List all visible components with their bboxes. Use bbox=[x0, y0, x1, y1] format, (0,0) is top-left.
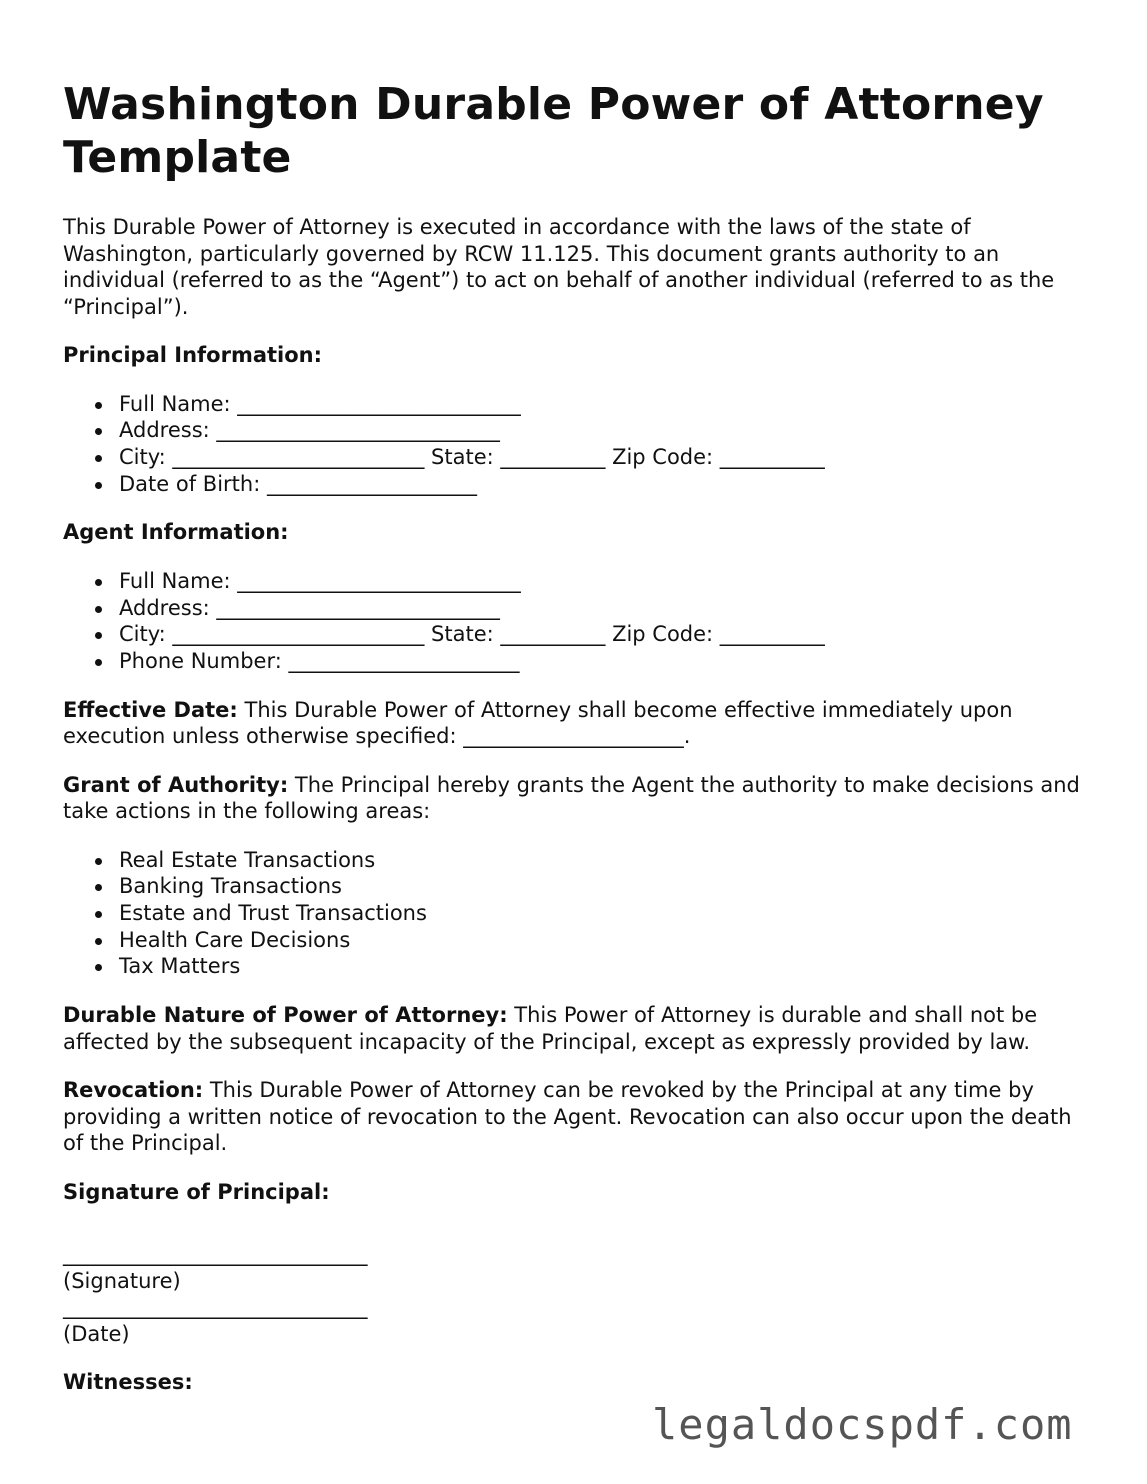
signature-label: (Signature) bbox=[63, 1268, 181, 1293]
durable-paragraph bbox=[63, 1002, 1093, 1055]
list-item: Tax Matters bbox=[119, 953, 1093, 980]
effective-date-text: This Durable Power of Attorney shall become effective immediately upon execution unless otherwise specified: _____________________. bbox=[63, 697, 1013, 749]
grant-text: The Principal hereby grants the Agent the authority to make decisions and take actions in the following areas: bbox=[63, 772, 1080, 824]
agent-heading: Agent Information: bbox=[63, 520, 289, 545]
list-item: Health Care Decisions bbox=[119, 927, 1093, 954]
durable-label: Durable Nature of Power of Attorney: bbox=[63, 1003, 508, 1028]
effective-date-paragraph bbox=[63, 697, 1093, 750]
agent-fields-list bbox=[63, 568, 1093, 675]
grant-paragraph bbox=[63, 772, 1093, 825]
signature-block bbox=[63, 1241, 1093, 1347]
revocation-text: This Durable Power of Attorney can be revoked by the Principal at any time by providing a written notice of revocation to the Agent. Revocation can also occur upon the death of the Principal. bbox=[63, 1078, 1072, 1156]
agent-address-field: Address: ___________________________ bbox=[119, 595, 1093, 622]
page-title: Washington Durable Power of Attorney Template bbox=[63, 79, 1044, 183]
agent-full-name-field: Full Name: ___________________________ bbox=[119, 568, 1093, 595]
principal-fields-list bbox=[63, 391, 1093, 498]
intro-paragraph: This Durable Power of Attorney is executed in accordance with the laws of the state of Washington, particularly governed by RCW 11.125. This document grants authority to an individual (referred to as the “Agent”) to act on behalf of another individual (referred to as the “Principal”). bbox=[63, 215, 1055, 319]
durable-text: This Power of Attorney is durable and shall not be affected by the subsequent incapacity of the Principal, except as expressly provided by law. bbox=[63, 1003, 1038, 1054]
grant-areas-list bbox=[63, 847, 1093, 981]
list-item: Banking Transactions bbox=[119, 873, 1093, 900]
grant-label: Grant of Authority: bbox=[63, 772, 289, 797]
principal-address-field: Address: ___________________________ bbox=[119, 417, 1093, 444]
revocation-paragraph bbox=[63, 1077, 1093, 1157]
list-item: Real Estate Transactions bbox=[119, 847, 1093, 874]
principal-dob-field: Date of Birth: ____________________ bbox=[119, 471, 1093, 498]
agent-city-state-zip-field: City: ________________________ State: __________ Zip Code: __________ bbox=[119, 621, 1093, 648]
signature-heading: Signature of Principal: bbox=[63, 1179, 330, 1204]
date-line: _____________________________ bbox=[63, 1295, 368, 1320]
signature-line: _____________________________ bbox=[63, 1242, 368, 1267]
effective-date-label: Effective Date: bbox=[63, 697, 238, 722]
agent-phone-field: Phone Number: ______________________ bbox=[119, 648, 1093, 675]
date-label: (Date) bbox=[63, 1321, 130, 1346]
document-page bbox=[63, 78, 1093, 1418]
watermark: legaldocspdf.com bbox=[652, 1400, 1073, 1449]
principal-heading: Principal Information: bbox=[63, 343, 323, 367]
revocation-label: Revocation: bbox=[63, 1078, 204, 1103]
principal-city-state-zip-field: City: ________________________ State: __________ Zip Code: __________ bbox=[119, 444, 1093, 471]
principal-full-name-field: Full Name: ___________________________ bbox=[119, 391, 1093, 418]
witnesses-heading: Witnesses: bbox=[63, 1370, 193, 1395]
list-item: Estate and Trust Transactions bbox=[119, 900, 1093, 927]
